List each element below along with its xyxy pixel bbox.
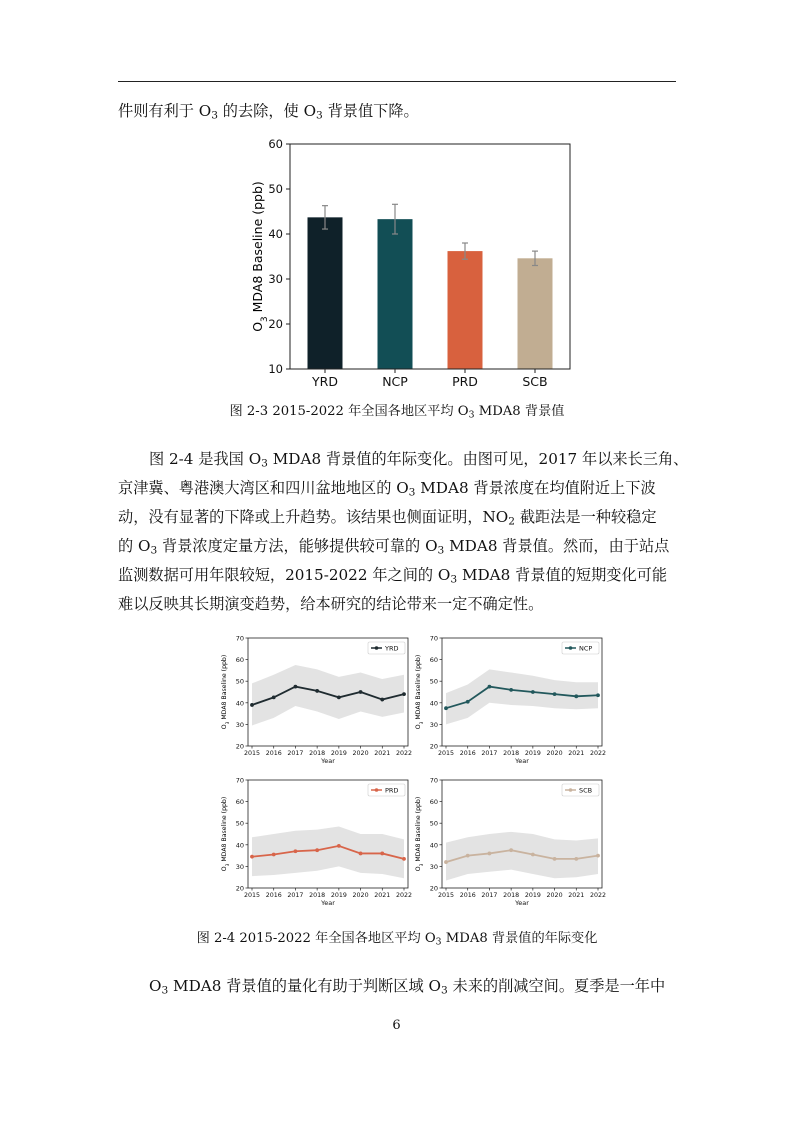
y-tick-label: 30 [235, 862, 244, 871]
y-axis-label: $O_3$ MDA8 Baseline (ppb) [415, 796, 425, 872]
data-point [250, 855, 254, 859]
panel-yrd [221, 635, 412, 766]
x-tick-label: 2015 [243, 750, 261, 757]
data-point [402, 692, 406, 696]
bar-chart [244, 130, 584, 392]
y-axis-label: $O_3$ MDA8 Baseline (ppb) [250, 181, 270, 332]
y-tick-label: 50 [268, 182, 283, 196]
x-tick-label: 2021 [568, 892, 585, 899]
data-point [553, 857, 557, 861]
data-point [359, 690, 363, 694]
legend-label: PRD [385, 786, 399, 795]
x-tick-label: 2022 [589, 892, 607, 899]
legend-marker [375, 788, 379, 792]
data-point [531, 690, 535, 694]
header-rule [118, 81, 676, 82]
x-tick-label: 2016 [265, 892, 282, 899]
data-point [574, 694, 578, 698]
range-band [252, 665, 404, 725]
x-tick-label: 2022 [395, 892, 413, 899]
data-point [294, 685, 298, 689]
page-number: 6 [392, 1018, 401, 1033]
x-tick-label-prd: PRD [452, 374, 478, 389]
data-point [509, 688, 513, 692]
y-tick-label: 60 [429, 656, 438, 665]
bar-yrd [308, 217, 343, 369]
x-tick-label: 2018 [309, 750, 326, 757]
y-tick-label: 60 [429, 798, 438, 807]
y-tick-label: 30 [235, 720, 244, 729]
data-point [402, 857, 406, 861]
x-tick-label-yrd: YRD [312, 374, 338, 389]
data-point [466, 700, 470, 704]
x-tick-label: 2015 [437, 750, 455, 757]
data-point [574, 857, 578, 861]
data-point [444, 706, 448, 710]
data-point [337, 844, 341, 848]
x-tick-label: 2020 [546, 750, 563, 757]
x-tick-label: 2022 [395, 750, 413, 757]
y-tick-label: 60 [268, 137, 283, 151]
y-tick-label: 40 [429, 841, 438, 850]
data-point [596, 854, 600, 858]
y-tick-label: 20 [235, 884, 244, 893]
x-tick-label: 2018 [503, 892, 520, 899]
x-tick-label: 2018 [503, 750, 520, 757]
data-point [553, 692, 557, 696]
legend-label: YRD [385, 644, 399, 653]
x-tick-label: 2019 [524, 750, 541, 757]
intro-text: 件则有利于 $O_3$ 的去除，使 $O_3$ 背景值下降。 [118, 102, 419, 122]
x-tick-label: 2021 [568, 750, 585, 757]
data-point [337, 696, 341, 700]
data-point [272, 696, 276, 700]
y-tick-label: 30 [268, 272, 283, 286]
data-point [315, 689, 319, 693]
y-axis-label: $O_3$ MDA8 Baseline (ppb) [221, 654, 231, 730]
y-tick-label: 20 [235, 742, 244, 751]
legend-marker [375, 646, 379, 650]
x-tick-label: 2015 [243, 892, 261, 899]
x-tick-label: 2016 [459, 892, 476, 899]
data-point [380, 698, 384, 702]
x-tick-label: 2016 [459, 750, 476, 757]
y-tick-label: 40 [235, 841, 244, 850]
y-tick-label: 50 [429, 677, 438, 686]
data-point [531, 853, 535, 857]
x-tick-label: 2017 [287, 750, 304, 757]
x-tick-label: 2020 [352, 892, 369, 899]
x-tick-label: 2019 [330, 892, 347, 899]
x-tick-label: 2020 [546, 892, 563, 899]
y-tick-label: 60 [235, 656, 244, 665]
panel-scb [415, 777, 606, 908]
x-axis-label: Year [515, 757, 529, 765]
y-tick-label: 40 [235, 699, 244, 708]
x-tick-label: 2019 [330, 750, 347, 757]
data-point [380, 852, 384, 856]
line-charts [210, 630, 610, 920]
y-tick-label: 10 [268, 362, 283, 376]
x-tick-label: 2017 [287, 892, 304, 899]
x-tick-label: 2018 [309, 892, 326, 899]
y-tick-label: 30 [429, 862, 438, 871]
data-point [359, 852, 363, 856]
data-point [315, 848, 319, 852]
x-axis-label: Year [321, 899, 335, 907]
figure-2-4-caption: 图 2-4 2015-2022 年全国各地区平均 $O_3$ MDA8 背景值的年际变化 [196, 931, 598, 948]
y-tick-label: 50 [235, 819, 244, 828]
y-tick-label: 20 [268, 317, 283, 331]
y-tick-label: 50 [429, 819, 438, 828]
y-tick-label: 50 [235, 677, 244, 686]
bar-ncp [378, 219, 413, 369]
y-tick-label: 30 [429, 720, 438, 729]
x-tick-label: 2019 [524, 892, 541, 899]
x-tick-label-ncp: NCP [382, 374, 408, 389]
data-point [488, 685, 492, 689]
data-point [509, 848, 513, 852]
x-tick-label: 2017 [481, 892, 498, 899]
data-point [272, 853, 276, 857]
data-point [488, 852, 492, 856]
x-tick-label: 2020 [352, 750, 369, 757]
data-point [466, 854, 470, 858]
legend-label: NCP [579, 644, 593, 653]
data-point [596, 693, 600, 697]
y-tick-label: 20 [429, 742, 438, 751]
x-tick-label-scb: SCB [522, 374, 548, 389]
panel-ncp [415, 635, 606, 766]
x-tick-label: 2021 [374, 892, 391, 899]
y-tick-label: 70 [235, 776, 244, 785]
data-point [250, 703, 254, 707]
x-tick-label: 2021 [374, 750, 391, 757]
y-tick-label: 60 [235, 798, 244, 807]
y-axis-label: $O_3$ MDA8 Baseline (ppb) [415, 654, 425, 730]
paragraph-2: $O_3$ MDA8 背景值的量化有助于判断区域 $O_3$ 未来的削减空间。夏季是一年中 [149, 977, 666, 997]
legend-marker [569, 788, 573, 792]
data-point [444, 860, 448, 864]
y-axis-label: $O_3$ MDA8 Baseline (ppb) [221, 796, 231, 872]
y-tick-label: 70 [429, 776, 438, 785]
y-tick-label: 20 [429, 884, 438, 893]
y-tick-label: 70 [235, 634, 244, 643]
legend-marker [569, 646, 573, 650]
legend-label: SCB [579, 786, 593, 795]
figure-2-3-caption: 图 2-3 2015-2022 年全国各地区平均 $O_3$ MDA8 背景值 [229, 404, 565, 421]
x-axis-label: Year [515, 899, 529, 907]
bar-scb [518, 258, 553, 369]
y-tick-label: 70 [429, 634, 438, 643]
paragraph-1: 图 2-4 是我国 $O_3$ MDA8 背景值的年际变化。由图可见，2017 年以来长三角、 京津冀、粤港澳大湾区和四川盆地地区的 $O_3$ MDA8 背景浓度在均值附近上下波 动，没有显著的下降或上升趋势。该结果也侧面证明，$NO_2$ 截距法是一种较稳定 的 $O_3$ 背景浓度定量方法，能够提供较可靠的 $O_3$ MDA8 背景值。然而，由于站点 监测数据可用年限较短，2015-2022 年之间的 $O_3$ MDA8 背景值的短期变化可能 难以反映其长期演变趋势，给本研究的结论带来一定不确定性。 [118, 450, 689, 613]
data-point [294, 849, 298, 853]
y-tick-label: 40 [268, 227, 283, 241]
panel-prd [221, 777, 412, 908]
x-tick-label: 2015 [437, 892, 455, 899]
x-tick-label: 2022 [589, 750, 607, 757]
x-tick-label: 2016 [265, 750, 282, 757]
y-tick-label: 40 [429, 699, 438, 708]
x-tick-label: 2017 [481, 750, 498, 757]
x-axis-label: Year [321, 757, 335, 765]
bar-prd [448, 251, 483, 369]
